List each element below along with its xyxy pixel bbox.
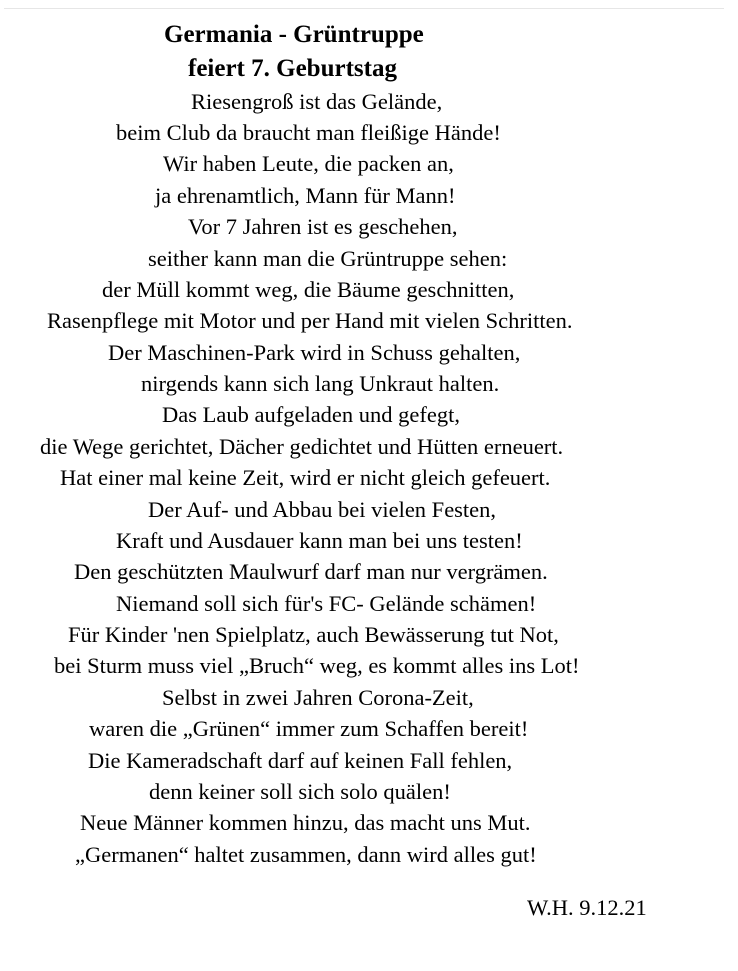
poem-line: Der Maschinen-Park wird in Schuss gehalten, <box>108 340 521 365</box>
poem-line: die Wege gerichtet, Dächer gedichtet und Hütten erneuert. <box>40 434 564 459</box>
poem-line: beim Club da braucht man fleißige Hände! <box>116 120 501 145</box>
title-line-2: feiert 7. Geburtstag <box>188 55 397 82</box>
poem-line: Kraft und Ausdauer kann man bei uns testen! <box>116 528 523 553</box>
poem-line: seither kann man die Grüntruppe sehen: <box>148 246 508 271</box>
poem-line: Wir haben Leute, die packen an, <box>163 151 454 176</box>
top-divider <box>4 8 724 9</box>
title-line-1: Germania - Grüntruppe <box>164 21 424 48</box>
poem-line: Selbst in zwei Jahren Corona-Zeit, <box>162 685 474 710</box>
poem-line: Der Auf- und Abbau bei vielen Festen, <box>148 497 497 522</box>
poem-line: Niemand soll sich für's FC- Gelände schämen! <box>116 591 537 616</box>
signature: W.H. 9.12.21 <box>527 895 647 920</box>
poem-line: Die Kameradschaft darf auf keinen Fall fehlen, <box>88 748 513 773</box>
poem-line: „Germanen“ haltet zusammen, dann wird alles gut! <box>75 842 537 867</box>
poem-line: Für Kinder 'nen Spielplatz, auch Bewässerung tut Not, <box>68 622 559 647</box>
poem-line: Das Laub aufgeladen und gefegt, <box>162 402 461 427</box>
poem-line: nirgends kann sich lang Unkraut halten. <box>141 371 500 396</box>
poem-line: waren die „Grünen“ immer zum Schaffen bereit! <box>89 716 529 741</box>
poem-line: Den geschützten Maulwurf darf man nur vergrämen. <box>74 559 548 584</box>
poem-line: der Müll kommt weg, die Bäume geschnitten, <box>102 277 515 302</box>
poem-line: bei Sturm muss viel „Bruch“ weg, es kommt alles ins Lot! <box>54 653 580 678</box>
poem-line: Rasenpflege mit Motor und per Hand mit vielen Schritten. <box>47 308 573 333</box>
poem-line: Vor 7 Jahren ist es geschehen, <box>188 214 458 239</box>
poem-line: Riesengroß ist das Gelände, <box>191 89 443 114</box>
poem-line: Hat einer mal keine Zeit, wird er nicht gleich gefeuert. <box>60 465 551 490</box>
poem-line: denn keiner soll sich solo quälen! <box>149 779 451 804</box>
poem-line: Neue Männer kommen hinzu, das macht uns Mut. <box>80 810 531 835</box>
poem-line: ja ehrenamtlich, Mann für Mann! <box>155 183 456 208</box>
